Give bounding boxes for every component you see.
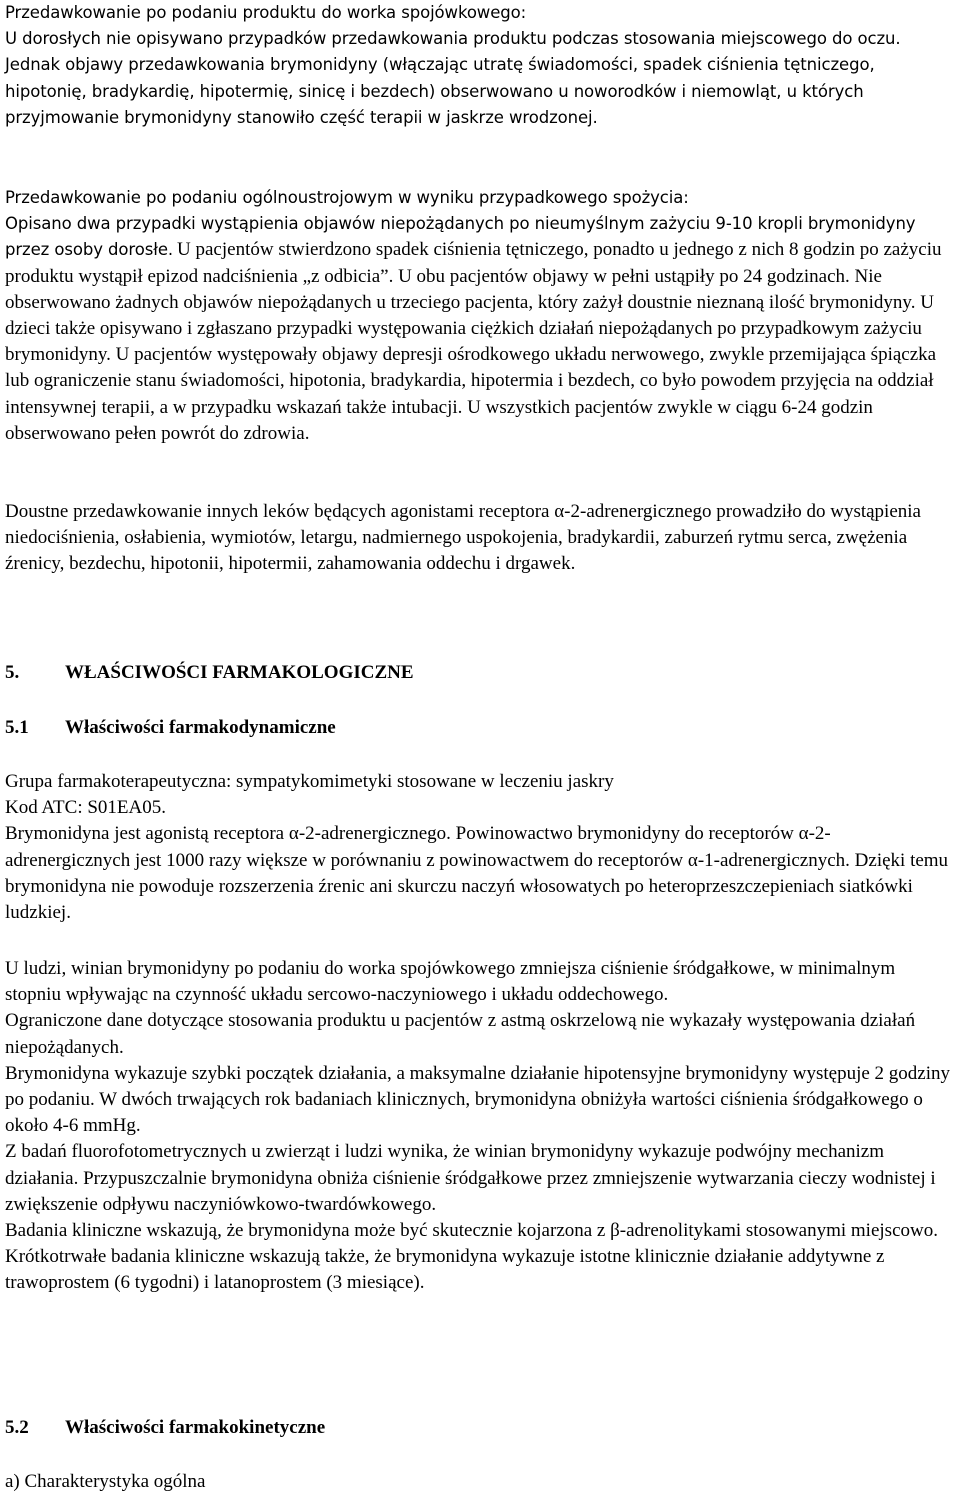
pharmacodynamics-intro [5,769,955,926]
overdose-systemic-section [5,185,955,447]
section-5-2-number: 5.2 [5,1417,29,1438]
section-5-1-title: Właściwości farmakodynamiczne [65,717,336,738]
overdose-systemic-text: U pacjentów stwierdzono spadek ciśnienia tętniczego, ponadto u jednego z nich 8 godzin po zażyciu produktu wystąpił epizod nadciśnienia „z odbicia”. U obu pacjentów objawy w pełni ustąpiły po 24 godzinach. Nie obserwowano żadnych objawów niepożądanych u trzeciego pacjenta, który zażył doustnie nieznaną ilość brymonidyny. U dzieci także opisywano i zgłaszano przypadki występowania ciężkich działań niepożądanych po przypadkowym zażyciu brymonidyny. U pacjentów występowały objawy depresji ośrodkowego układu nerwowego, zwykle przemijająca śpiączka lub ograniczenie stanu świadomości, hipotonia, bradykardia, hipotermia i bezdech, co było powodem przyjęcia na oddział intensywnej terapii, a w przypadku wskazań także intubacji. U wszystkich pacjentów zwykle w ciągu 6-24 godzin obserwowano pełen powrót do zdrowia. [5,239,942,444]
overdose-ocular-title: Przedawkowanie po podaniu produktu do worka spojówkowego: [5,3,527,22]
section-5-1-number: 5.1 [5,717,29,738]
section-5-2-title: Właściwości farmakokinetyczne [65,1417,326,1438]
general-characteristics-label: a) Charakterystyka ogólna [5,1471,206,1492]
atc-code: Kod ATC: S01EA05. [5,797,166,819]
section-5-number: 5. [5,662,20,683]
section-5-heading [5,660,414,686]
overdose-ocular-section [5,0,955,131]
mechanism-text: Brymonidyna jest agonistą receptora α-2-adrenergicznego. Powinowactwo brymonidyny do receptorów α-2-adrenergicznych jest 1000 razy większe w porównaniu z powinowactwem do receptorów α-1-adrenergicznych. Dzięki temu brymonidyna nie powoduje rozszerzenia źrenic ani skurczu naczyń włosowatych po heteroprzeszczepieniach siatkówki ludzkiej. [5,823,949,924]
section-5-title: WŁAŚCIWOŚCI FARMAKOLOGICZNE [65,662,414,683]
section-5-2-heading [5,1415,325,1441]
paragraph-asthma: Ograniczone dane dotyczące stosowania produktu u pacjentów z astmą oskrzelową nie wykazały występowania działań niepożądanych. [5,1010,916,1058]
overdose-other-text: Doustne przedawkowanie innych leków będących agonistami receptora α-2-adrenergicznego prowadziło do wystąpienia niedociśnienia, osłabienia, wymiotów, letargu, nadmiernego uspokojenia, bradykardii, zaburzeń rytmu serca, zwężenia źrenicy, bezdechu, hipotonii, hipotermii, zahamowania oddechu i drgawek. [5,501,921,575]
overdose-systemic-paragraph [5,211,955,447]
overdose-systemic-intro: Opisano dwa przypadki wystąpienia objawów niepożądanych po nieumyślnym zażyciu 9-10 kropli brymonidyny przez osoby dorosłe. [5,214,916,260]
paragraph-combination: Badania kliniczne wskazują, że brymonidyna może być skutecznie kojarzona z β-adrenolitykami stosowanymi miejscowo. Krótkotrwałe badania kliniczne wskazują także, że brymonidyna wykazuje istotne klinicznie działanie addytywne z trawoprostem (6 tygodni) i latanoprostem (3 miesiące). [5,1220,938,1294]
section-5-1-heading [5,715,336,741]
overdose-systemic-title: Przedawkowanie po podaniu ogólnoustrojowym w wyniku przypadkowego spożycia: [5,188,689,207]
overdose-other-section [5,499,955,578]
pharmacokinetics-subsection [5,1469,955,1495]
paragraph-onset: Brymonidyna wykazuje szybki początek działania, a maksymalne działanie hipotensyjne brymonidyny występuje 2 godziny po podaniu. W dwóch trwających rok badaniach klinicznych, brymonidyna obniżyła wartości ciśnienia śródgałkowego o około 4-6 mmHg. [5,1062,950,1137]
overdose-ocular-text: U dorosłych nie opisywano przypadków przedawkowania produktu podczas stosowania miejscowego do oczu. Jednak objawy przedawkowania brymonidyny (włączając utratę świadomości, spadek ciśnienia tętniczego, hipotonię, bradykardię, hipotermię, sinicę i bezdech) obserwowano u noworodków i niemowląt, u których przyjmowanie brymonidyny stanowiło część terapii w jaskrze wrodzonej. [5,29,901,127]
pharmacodynamics-body [5,956,955,1297]
paragraph-iop-effect: U ludzi, winian brymonidyny po podaniu do worka spojówkowego zmniejsza ciśnienie śródgałkowe, w minimalnym stopniu wpływając na czynność układu sercowo-naczyniowego i układu oddechowego. [5,958,896,1006]
paragraph-mechanism: Z badań fluorofotometrycznych u zwierząt i ludzi wynika, że winian brymonidyny wykazuje podwójny mechanizm działania. Przypuszczalnie brymonidyna obniża ciśnienie śródgałkowe przez zmniejszenie wytwarzania cieczy wodnistej i zwiększenie odpływu naczyniówkowo-twardówkowego. [5,1141,936,1215]
pharmacotherapeutic-group: Grupa farmakoterapeutyczna: sympatykomimetyki stosowane w leczeniu jaskry [5,771,614,792]
